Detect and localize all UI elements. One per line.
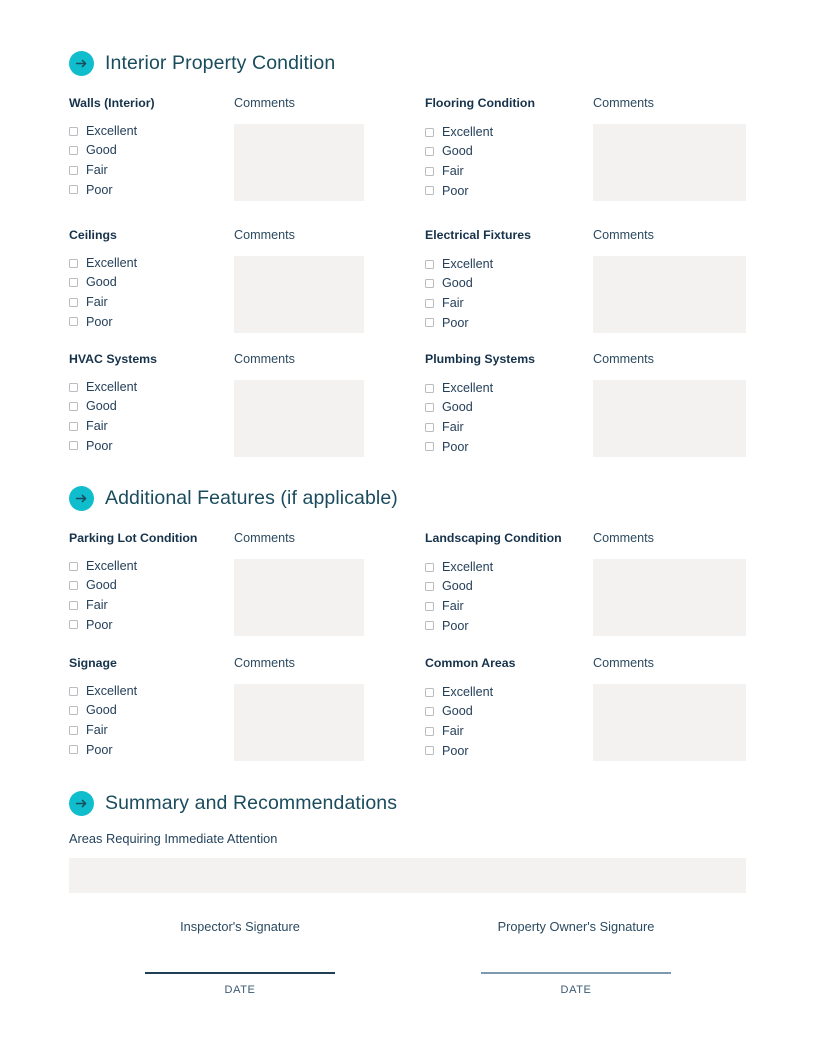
checkbox-unchecked-icon[interactable] [69, 383, 78, 392]
option-label: Good [86, 703, 117, 718]
checkbox-unchecked-icon[interactable] [425, 423, 434, 432]
checkbox-unchecked-icon[interactable] [69, 422, 78, 431]
option-label: Good [442, 276, 473, 291]
field-label: Landscaping Condition [425, 531, 562, 545]
comments-input[interactable] [234, 684, 364, 761]
option-label: Fair [442, 295, 464, 310]
option-label: Good [442, 400, 473, 415]
option-poor[interactable] [69, 740, 137, 760]
comments-label: Comments [593, 352, 654, 366]
checkbox-unchecked-icon[interactable] [69, 562, 78, 571]
option-label: Poor [442, 618, 469, 633]
comments-input[interactable] [234, 256, 364, 333]
option-poor[interactable] [69, 615, 197, 635]
field-group-common-areas [425, 657, 515, 761]
option-excellent[interactable] [425, 254, 531, 274]
comments-input[interactable] [234, 559, 364, 636]
checkbox-unchecked-icon[interactable] [425, 147, 434, 156]
field-group-landscaping-condition [425, 532, 562, 636]
comments-label: Comments [234, 656, 295, 670]
option-label: Excellent [442, 559, 494, 574]
section-heading-interior-property-condition [69, 51, 335, 76]
option-label: Excellent [86, 558, 138, 573]
checkbox-unchecked-icon[interactable] [425, 727, 434, 736]
checkbox-unchecked-icon[interactable] [69, 166, 78, 175]
option-fair[interactable] [425, 161, 535, 181]
option-label: Poor [442, 315, 469, 330]
summary-input[interactable] [69, 858, 746, 893]
signature-date-label: DATE [224, 983, 256, 996]
checkbox-unchecked-icon[interactable] [69, 687, 78, 696]
field-label: Ceilings [69, 228, 117, 242]
option-poor[interactable] [425, 616, 562, 636]
option-fair[interactable] [69, 160, 155, 180]
checkbox-unchecked-icon[interactable] [425, 442, 434, 451]
comments-label: Comments [593, 531, 654, 545]
option-label: Poor [86, 617, 113, 632]
arrow-right-circle-icon [69, 486, 94, 511]
option-excellent[interactable] [69, 377, 157, 397]
option-label: Fair [86, 722, 108, 737]
arrow-right-circle-icon [69, 51, 94, 76]
checkbox-unchecked-icon[interactable] [425, 260, 434, 269]
option-label: Good [442, 144, 473, 159]
option-label: Fair [442, 723, 464, 738]
option-fair[interactable] [69, 292, 137, 312]
checkbox-unchecked-icon[interactable] [425, 602, 434, 611]
option-good[interactable] [425, 702, 515, 722]
option-label: Fair [86, 418, 108, 433]
option-label: Poor [86, 182, 113, 197]
option-label: Good [86, 399, 117, 414]
rating-options [425, 557, 562, 635]
option-good[interactable] [69, 701, 137, 721]
option-excellent[interactable] [425, 122, 535, 142]
summary-label-group [69, 833, 277, 846]
comments-label: Comments [234, 228, 295, 242]
comments-label: Comments [593, 96, 654, 110]
checkbox-unchecked-icon[interactable] [69, 620, 78, 629]
option-label: Excellent [86, 123, 138, 138]
rating-options [69, 253, 137, 331]
comments-group-hvac-systems [234, 353, 364, 457]
comments-group-ceilings [234, 229, 364, 333]
summary-label: Areas Requiring Immediate Attention [69, 831, 278, 846]
option-label: Poor [86, 438, 113, 453]
option-good[interactable] [425, 577, 562, 597]
option-label: Good [86, 275, 117, 290]
comments-group-landscaping-condition [593, 532, 746, 636]
checkbox-unchecked-icon[interactable] [69, 127, 78, 136]
signature-block-inspector [145, 921, 335, 996]
section-title: Interior Property Condition [105, 51, 336, 74]
checkbox-unchecked-icon[interactable] [425, 621, 434, 630]
option-label: Excellent [442, 684, 494, 699]
option-label: Good [86, 578, 117, 593]
option-label: Good [86, 143, 117, 158]
option-label: Excellent [442, 380, 494, 395]
comments-group-common-areas [593, 657, 746, 761]
option-poor[interactable] [425, 181, 535, 201]
checkbox-unchecked-icon[interactable] [425, 403, 434, 412]
rating-options [69, 556, 197, 634]
option-label: Good [442, 704, 473, 719]
option-fair[interactable] [69, 720, 137, 740]
option-label: Poor [86, 314, 113, 329]
checkbox-unchecked-icon[interactable] [425, 384, 434, 393]
signature-date-label: DATE [560, 983, 592, 996]
comments-input[interactable] [593, 256, 746, 333]
option-label: Fair [442, 419, 464, 434]
field-group-electrical-fixtures [425, 229, 531, 333]
signature-line[interactable] [145, 972, 335, 974]
checkbox-unchecked-icon[interactable] [425, 128, 434, 137]
comments-group-signage [234, 657, 364, 761]
signature-line[interactable] [481, 972, 671, 974]
option-label: Excellent [86, 379, 138, 394]
option-poor[interactable] [69, 436, 157, 456]
checkbox-unchecked-icon[interactable] [69, 402, 78, 411]
signature-caption: Inspector's Signature [180, 919, 300, 934]
comments-input[interactable] [593, 684, 746, 761]
field-group-ceilings [69, 229, 137, 332]
option-excellent[interactable] [425, 557, 562, 577]
field-label: Flooring Condition [425, 96, 535, 110]
checkbox-unchecked-icon[interactable] [425, 167, 434, 176]
comments-group-plumbing-systems [593, 353, 746, 457]
option-good[interactable] [69, 397, 157, 417]
checkbox-unchecked-icon[interactable] [69, 745, 78, 754]
checkbox-unchecked-icon[interactable] [425, 707, 434, 716]
option-excellent[interactable] [69, 121, 155, 141]
comments-label: Comments [593, 656, 654, 670]
checkbox-unchecked-icon[interactable] [425, 299, 434, 308]
option-label: Poor [86, 742, 113, 757]
checkbox-unchecked-icon[interactable] [425, 186, 434, 195]
option-label: Fair [86, 294, 108, 309]
checkbox-unchecked-icon[interactable] [425, 688, 434, 697]
section-title: Summary and Recommendations [105, 791, 398, 814]
option-good[interactable] [69, 576, 197, 596]
option-fair[interactable] [425, 721, 515, 741]
option-poor[interactable] [425, 313, 531, 333]
field-group-plumbing-systems [425, 353, 535, 457]
checkbox-unchecked-icon[interactable] [69, 146, 78, 155]
option-label: Poor [442, 743, 469, 758]
checkbox-unchecked-icon[interactable] [425, 563, 434, 572]
option-fair[interactable] [425, 417, 535, 437]
comments-label: Comments [234, 352, 295, 366]
option-good[interactable] [425, 398, 535, 418]
option-fair[interactable] [69, 416, 157, 436]
option-poor[interactable] [425, 741, 515, 761]
comments-group-flooring-condition [593, 97, 746, 201]
option-fair[interactable] [425, 596, 562, 616]
comments-group-parking-lot-condition [234, 532, 364, 636]
signature-caption: Property Owner's Signature [497, 919, 655, 934]
section-heading-additional-features [69, 486, 398, 511]
option-label: Excellent [442, 124, 494, 139]
field-group-signage [69, 657, 137, 760]
comments-group-electrical-fixtures [593, 229, 746, 333]
signature-write-area[interactable] [145, 934, 335, 972]
comments-label: Comments [593, 228, 654, 242]
rating-options [425, 254, 531, 332]
rating-options [69, 377, 157, 455]
section-title: Additional Features (if applicable) [105, 486, 398, 509]
option-label: Excellent [442, 256, 494, 271]
field-group-walls-interior [69, 97, 155, 200]
comments-label: Comments [234, 96, 295, 110]
option-label: Poor [442, 439, 469, 454]
rating-options [69, 121, 155, 199]
comments-input[interactable] [593, 380, 746, 457]
rating-options [425, 378, 535, 456]
checkbox-unchecked-icon[interactable] [425, 318, 434, 327]
field-label: Plumbing Systems [425, 352, 536, 366]
checkbox-unchecked-icon[interactable] [69, 706, 78, 715]
option-excellent[interactable] [425, 378, 535, 398]
field-label: HVAC Systems [69, 352, 157, 366]
checkbox-unchecked-icon[interactable] [425, 582, 434, 591]
field-label: Common Areas [425, 656, 516, 670]
checkbox-unchecked-icon[interactable] [69, 581, 78, 590]
comments-input[interactable] [234, 124, 364, 201]
checkbox-unchecked-icon[interactable] [425, 746, 434, 755]
checkbox-unchecked-icon[interactable] [69, 601, 78, 610]
rating-options [425, 122, 535, 200]
option-label: Poor [442, 183, 469, 198]
checkbox-unchecked-icon[interactable] [425, 279, 434, 288]
option-poor[interactable] [69, 312, 137, 332]
signature-block-property-owner [481, 921, 671, 996]
field-group-parking-lot-condition [69, 532, 197, 635]
comments-input[interactable] [234, 380, 364, 457]
field-label: Parking Lot Condition [69, 531, 198, 545]
checkbox-unchecked-icon[interactable] [69, 298, 78, 307]
field-label: Signage [69, 656, 117, 670]
comments-input[interactable] [593, 559, 746, 636]
option-excellent[interactable] [69, 681, 137, 701]
option-fair[interactable] [69, 595, 197, 615]
field-label: Electrical Fixtures [425, 228, 531, 242]
option-poor[interactable] [69, 180, 155, 200]
comments-group-walls-interior [234, 97, 364, 201]
checkbox-unchecked-icon[interactable] [69, 726, 78, 735]
checkbox-unchecked-icon[interactable] [69, 317, 78, 326]
option-good[interactable] [425, 142, 535, 162]
option-excellent[interactable] [69, 253, 137, 273]
field-group-flooring-condition [425, 97, 535, 201]
option-label: Fair [86, 162, 108, 177]
comments-input[interactable] [593, 124, 746, 201]
option-excellent[interactable] [69, 556, 197, 576]
option-fair[interactable] [425, 293, 531, 313]
option-label: Excellent [86, 683, 138, 698]
arrow-right-circle-icon [69, 791, 94, 816]
field-group-hvac-systems [69, 353, 157, 456]
option-label: Fair [442, 598, 464, 613]
checkbox-unchecked-icon[interactable] [69, 278, 78, 287]
option-good[interactable] [425, 274, 531, 294]
comments-label: Comments [234, 531, 295, 545]
option-excellent[interactable] [425, 682, 515, 702]
section-heading-summary-and-recommendations [69, 791, 397, 816]
checkbox-unchecked-icon[interactable] [69, 185, 78, 194]
field-label: Walls (Interior) [69, 96, 155, 110]
rating-options [69, 681, 137, 759]
option-label: Excellent [86, 255, 138, 270]
checkbox-unchecked-icon[interactable] [69, 441, 78, 450]
option-label: Good [442, 579, 473, 594]
option-good[interactable] [69, 273, 137, 293]
signature-write-area[interactable] [481, 934, 671, 972]
option-poor[interactable] [425, 437, 535, 457]
checkbox-unchecked-icon[interactable] [69, 259, 78, 268]
option-label: Fair [442, 163, 464, 178]
rating-options [425, 682, 515, 760]
option-good[interactable] [69, 141, 155, 161]
option-label: Fair [86, 597, 108, 612]
